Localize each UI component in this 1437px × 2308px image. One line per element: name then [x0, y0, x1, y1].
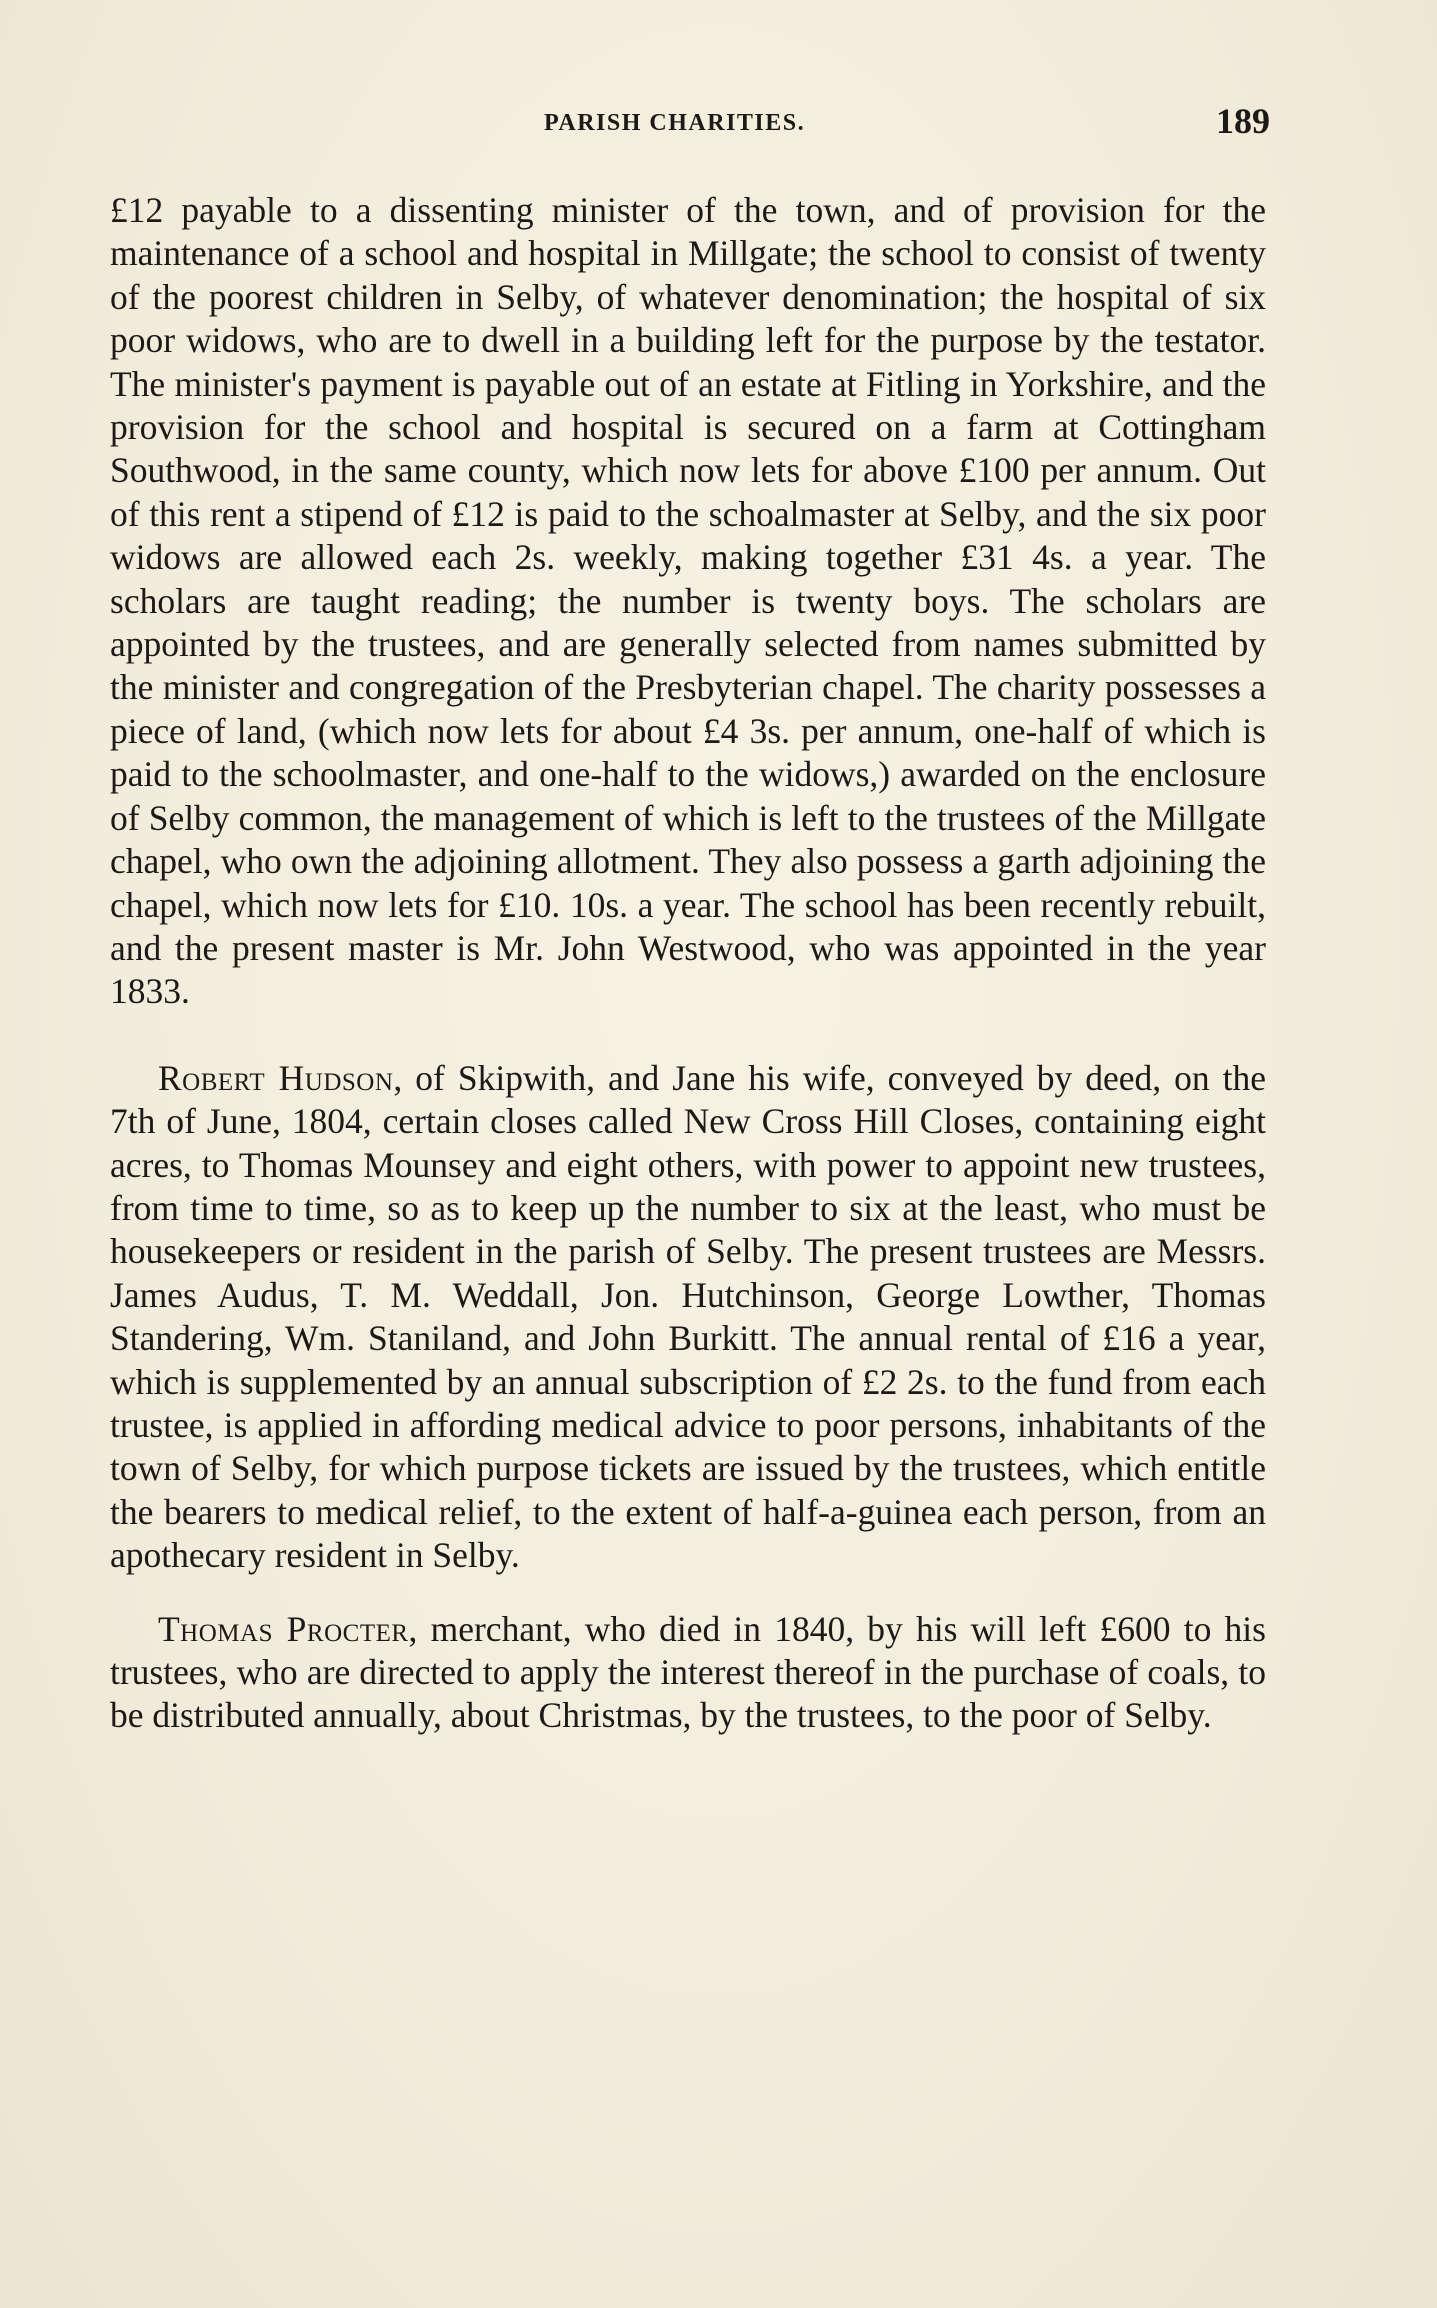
page-header: [110, 100, 1270, 150]
benefactor-name: Robert Hudson: [158, 1057, 394, 1098]
paragraph-text: , merchant, who died in 1840, by his will left £600 to his trustees, who are directed to apply the interest thereof in the purchase of coals, to be distributed annually, about Christmas, by the trustees, to the poor of Selby.: [110, 1608, 1266, 1736]
benefactor-name: Thomas Procter: [158, 1608, 409, 1649]
paragraph-text: , of Skipwith, and Jane his wife, conveyed by deed, on the 7th of June, 1804, certain closes called New Cross Hill Closes, containing eight acres, to Thomas Mounsey and eight others, with power to appoint new trustees, from time to time, so as to keep up the number to six at the least, who must be housekeepers or resident in the parish of Selby. The present trustees are Messrs. James Audus, T. M. Weddall, Jon. Hutchinson, George Lowther, Thomas Standering, Wm. Staniland, and John Burkitt. The annual rental of £16 a year, which is supplemented by an annual subscription of £2 2s. to the fund from each trustee, is applied in affording medical advice to poor persons, inhabitants of the town of Selby, for which purpose tickets are issued by the trustees, which entitle the bearers to medical relief, to the extent of half-a-guinea each person, from an apothecary resident in Selby.: [110, 1057, 1266, 1576]
page-number: 189: [1216, 101, 1270, 141]
paragraph-millgate-charity: £12 payable to a dissenting minister of the town, and of provision for the maintenance of a school and hospital in Millgate; the school to consist of twenty of the poorest children in Selby, of whatever denomination; the hospital of six poor widows, who are to dwell in a building left for the purpose by the testator. The minister's payment is payable out of an estate at Fitling in Yorkshire, and the provision for the school and hospital is secured on a farm at Cottingham Southwood, in the same county, which now lets for above £100 per annum. Out of this rent a stipend of £12 is paid to the schoalmaster at Selby, and the six poor widows are allowed each 2s. weekly, making together £31 4s. a year. The scholars are taught reading; the number is twenty boys. The scholars are appointed by the trustees, and are generally selected from names submitted by the minister and congregation of the Presbyterian chapel. The charity possesses a piece of land, (which now lets for about £4 3s. per annum, one-half of which is paid to the schoolmaster, and one-half to the widows,) awarded on the enclosure of Selby common, the management of which is left to the trustees of the Millgate chapel, who own the adjoining allotment. They also possess a garth adjoining the chapel, which now lets for £10. 10s. a year. The school has been recently rebuilt, and the present master is Mr. John Westwood, who was appointed in the year 1833.: [110, 190, 1266, 1012]
page-body: [110, 189, 1266, 1738]
running-head: PARISH CHARITIES.: [544, 110, 806, 136]
paragraph-thomas-procter: [110, 1608, 1266, 1738]
paragraph-robert-hudson: [110, 1057, 1266, 1578]
